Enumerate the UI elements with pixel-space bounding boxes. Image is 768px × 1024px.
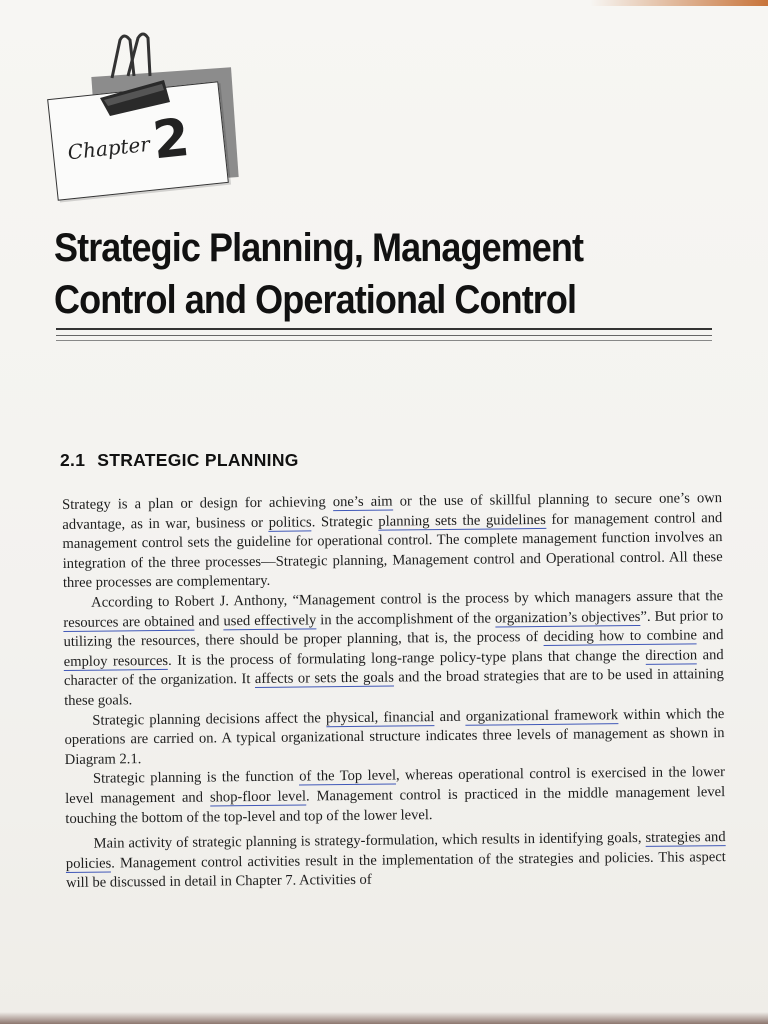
text-run: and (194, 612, 224, 630)
pen-underline: organizational framework (465, 706, 619, 725)
text-run: . Strategic (311, 513, 379, 530)
paragraph-1 (62, 489, 723, 594)
chapter-title-line-2: Control and Operational Control (54, 278, 577, 322)
chapter-title-line-1: Strategic Planning, Management (54, 226, 584, 270)
pen-underline: one’s aim (332, 493, 393, 511)
paragraph-5 (66, 828, 727, 894)
paragraph-3 (64, 705, 725, 771)
text-run: Strategy is a plan or design for achieving (62, 494, 333, 513)
binder-clip-icon (90, 28, 180, 118)
paragraph-2 (63, 587, 724, 711)
text-run: . It is the process of formulating long-range policy-type plans that change the (167, 647, 646, 669)
chapter-number: 2 (149, 107, 193, 172)
paragraph-4 (65, 763, 726, 829)
text-run: Strategic planning decisions affect the (92, 709, 327, 729)
title-rule (56, 340, 712, 341)
pen-underline: affects or sets the goals (254, 669, 394, 688)
section-title: STRATEGIC PLANNING (97, 450, 299, 470)
pen-underline: strategies and policies (65, 829, 726, 872)
text-run: . Management control is practiced in the middle management level touching the bottom of the top-level and top of the lower level. (65, 783, 726, 827)
text-run: ”. But prior to utilizing the resources, there should be proper planning, that is, the process of (63, 607, 724, 651)
text-run: within which the operations are carried on. A typical organizational structure indicates three levels of management as shown in Diagram 2.1. (64, 705, 725, 768)
pen-underline: deciding how to combine (543, 627, 698, 646)
pen-underline: organization’s objectives (494, 608, 641, 627)
text-run: Main activity of strategic planning is strategy-formulation, which results in identifying goals, (93, 830, 646, 852)
pen-underline: of the Top level (299, 767, 397, 785)
pen-underline: used effectively (223, 611, 317, 629)
text-run: . Management control activities result in the implementation of the strategies and policies. This aspect will be discussed in detail in Chapter 7. Activities of (65, 848, 726, 892)
text-run: , whereas operational control is exercised in the lower level management and (65, 764, 725, 807)
text-run: Strategic planning is the function (92, 768, 300, 788)
chapter-title (54, 222, 648, 326)
text-run: or the use of skillful planning to secure one’s own advantage, as in war, business or (62, 490, 723, 533)
page-bottom-edge (0, 1012, 768, 1024)
text-run: According to Robert J. Anthony, “Management control is the process by which managers assure that the (91, 588, 724, 611)
text-run: and the broad strategies that are to be used in attaining these goals. (64, 666, 724, 709)
text-run: for management control and management control sets the guideline for operational control. The complete management function involves an integration of the three processes—Strategic planning, Management control and Operational control. All these three processes are complementary. (62, 509, 723, 592)
text-run: and (434, 708, 466, 725)
text-run: in the accomplishment of the (316, 610, 495, 628)
pen-underline: resources are obtained (63, 613, 195, 631)
text-run: and (696, 627, 724, 644)
section-number: 2.1 (60, 450, 86, 470)
page-top-edge (590, 0, 768, 6)
pen-underline: employ resources (63, 652, 169, 670)
section-heading (60, 450, 299, 471)
title-rule (56, 328, 712, 330)
pen-underline: planning sets the guidelines (378, 511, 546, 530)
pen-underline: direction (645, 647, 698, 664)
body-text (62, 489, 726, 894)
title-rule (56, 335, 712, 336)
pen-underline: politics (268, 513, 312, 531)
chapter-label: Chapter (66, 131, 151, 165)
pen-underline: shop-floor level (209, 788, 307, 806)
text-run: and character of the organization. It (63, 646, 724, 690)
pen-underline: physical, financial (325, 708, 435, 726)
